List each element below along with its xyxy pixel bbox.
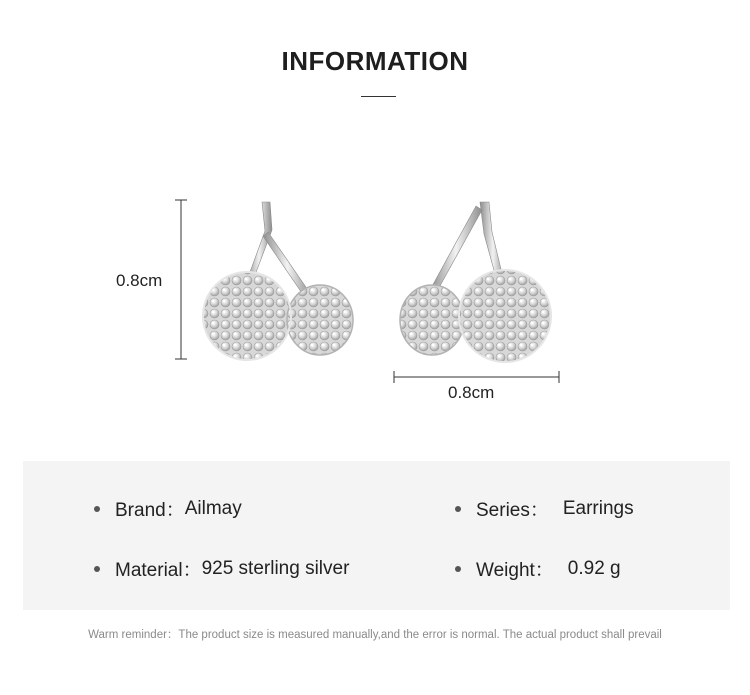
spec-series-value: Earrings: [562, 497, 634, 519]
bullet-icon: [455, 566, 461, 572]
spec-weight-value: 0.92 g: [567, 557, 621, 579]
spec-weight-label: Weight：: [476, 560, 554, 581]
cherry-stud-earrings-image: [0, 180, 750, 420]
height-dimension-marker: [175, 200, 187, 359]
height-label: 0.8cm: [116, 271, 163, 290]
width-label: 0.8cm: [448, 383, 495, 402]
spec-series: [455, 495, 634, 522]
spec-brand-value: Ailmay: [184, 497, 242, 519]
spec-weight: [455, 555, 621, 582]
spec-brand: [94, 495, 242, 522]
left-earring: [203, 202, 353, 360]
right-earring: [400, 202, 551, 362]
bullet-icon: [455, 506, 461, 512]
title-divider: [361, 96, 396, 97]
spec-material-label: Material：: [115, 560, 202, 581]
spec-material-value: 925 sterling silver: [201, 557, 350, 579]
product-image-area: [0, 180, 750, 420]
bullet-icon: [94, 506, 100, 512]
spec-brand-label: Brand：: [115, 500, 185, 521]
width-dimension-marker: [394, 371, 559, 383]
bullet-icon: [94, 566, 100, 572]
spec-material: [94, 555, 349, 582]
spec-panel: [23, 461, 730, 610]
page-title: INFORMATION: [281, 46, 469, 76]
warm-reminder-note: Warm reminder：The product size is measured manually,and the error is normal. The actual product shall prevail: [88, 629, 662, 641]
spec-series-label: Series：: [476, 500, 549, 521]
